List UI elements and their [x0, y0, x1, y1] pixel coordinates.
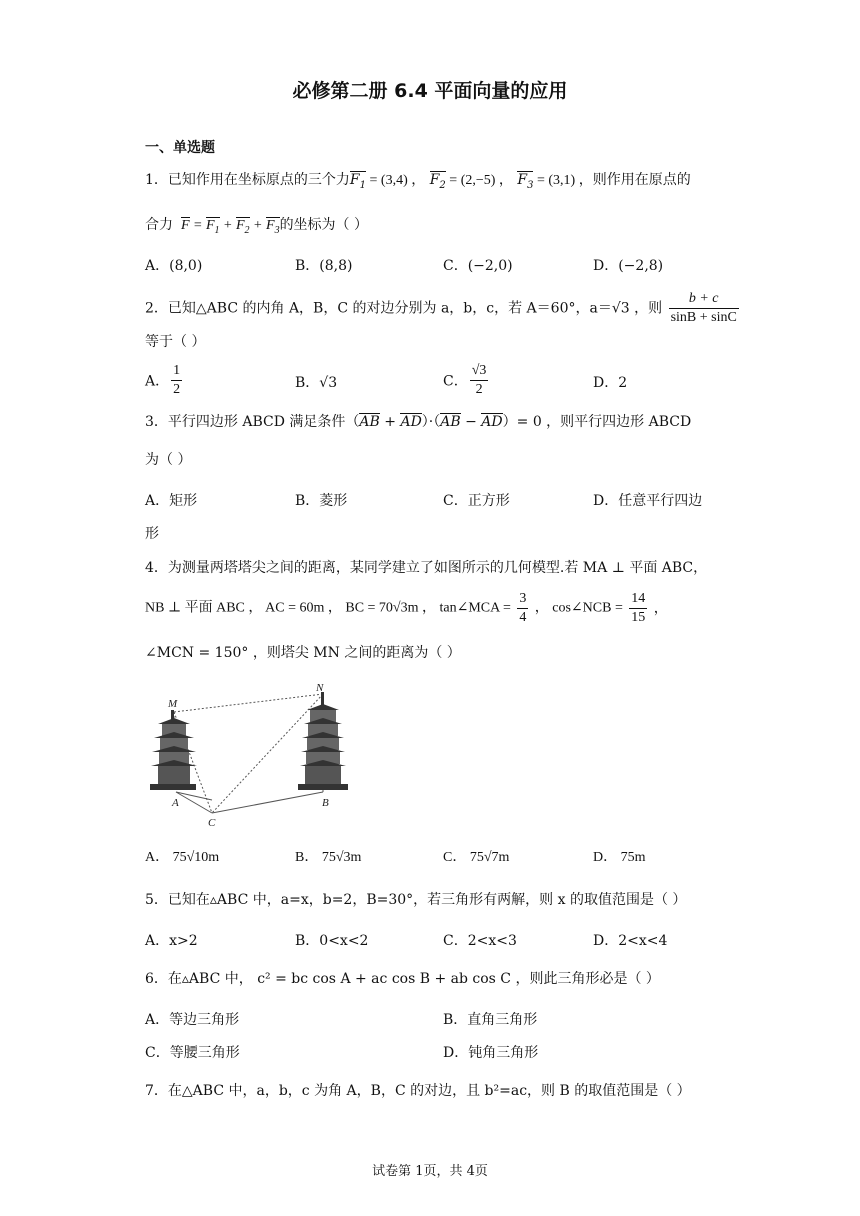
q4-option-c[interactable]: C． 75√7m — [443, 850, 510, 865]
q6-option-a[interactable]: A．等边三角形 — [145, 1012, 240, 1028]
q1-vec-f3: $F_3$ — [517, 172, 534, 191]
q1-vec-f2: $F_2$ — [429, 172, 446, 191]
pagoda-geometry-figure — [140, 680, 360, 830]
section-heading: 一、单选题 — [145, 140, 215, 156]
q3-option-d[interactable]: D．任意平行四边 — [593, 493, 703, 509]
q1-text-b: 合力 — [145, 217, 173, 233]
q3-text-d: 为（ ） — [145, 452, 192, 468]
question-6: 6．在▵ABC 中， c² = bc cos A + ac cos B + ab cos C ，则此三角形必是（ ） — [145, 971, 660, 987]
q1-text-c: 的坐标为（ ） — [279, 217, 369, 233]
label-m: M — [168, 698, 178, 710]
q1-f2-value: = (2,−5) ， — [445, 173, 513, 188]
q1-sum-formula: $F = F_1 + F_2 + F_3$ — [180, 218, 280, 236]
q2-fraction-numerator: b + c — [669, 290, 739, 309]
question-4-line-1: 4．为测量两塔塔尖之间的距离，某同学建立了如图所示的几何模型.若 MA ⊥ 平面 ABC， — [145, 560, 708, 576]
question-2-line-1 — [145, 290, 741, 327]
q3-option-c[interactable]: C．正方形 — [443, 493, 510, 509]
question-1-line-2 — [145, 215, 368, 238]
page-title: 必修第二册 6.4 平面向量的应用 — [292, 80, 568, 102]
label-c: C — [208, 817, 216, 829]
q5-option-c[interactable]: C．2<x<3 — [443, 933, 517, 949]
q1-option-a[interactable]: A．(8,0) — [145, 258, 203, 274]
q5-option-a[interactable]: A．x>2 — [145, 933, 198, 949]
q1-option-d[interactable]: D．(−2,8) — [593, 258, 664, 274]
q1-f3-value: = (3,1) ，则作用在原点的 — [533, 173, 691, 188]
q4-option-a[interactable]: A． 75√10m — [145, 850, 220, 865]
q5-option-b[interactable]: B．0<x<2 — [295, 933, 369, 949]
q2-text-b: 等于（ ） — [145, 334, 206, 350]
question-1-line-1 — [145, 170, 691, 193]
question-4-line-3: ∠MCN = 150° ，则塔尖 MN 之间的距离为（ ） — [145, 645, 461, 661]
q2-text-a: 2．已知△ABC 的内角 A，B，C 的对边分别为 a，b，c，若 A＝60°，a＝√3 ，则 — [145, 300, 663, 317]
q2-option-a[interactable]: A． $\frac{1}{2}$ — [145, 363, 181, 397]
q1-option-b[interactable]: B．(8,8) — [295, 258, 353, 274]
q6-option-b[interactable]: B．直角三角形 — [443, 1012, 538, 1028]
q5-option-d[interactable]: D．2<x<4 — [593, 933, 668, 949]
q1-option-c[interactable]: C．(−2,0) — [443, 258, 513, 274]
q6-option-c[interactable]: C．等腰三角形 — [145, 1045, 240, 1061]
label-n: N — [316, 682, 324, 694]
q1-text-a: 1．已知作用在坐标原点的三个力 — [145, 172, 350, 188]
q2-fraction — [669, 290, 739, 327]
question-7: 7．在△ABC 中，a，b，c 为角 A，B，C 的对边，且 b²=ac，则 B 的取值范围是（ ） — [145, 1083, 691, 1099]
q4-option-d[interactable]: D． 75m — [593, 850, 646, 865]
q2-option-b[interactable]: B．√3 — [295, 375, 338, 391]
label-b: B — [322, 797, 329, 809]
question-5: 5．已知在▵ABC 中，a=x，b=2，B=30°，若三角形有两解，则 x 的取值范围是（ ） — [145, 892, 687, 908]
q3-option-a[interactable]: A．矩形 — [145, 493, 198, 509]
q1-f1-value: = (3,4) ， — [366, 173, 426, 188]
question-4-line-2: NB ⊥ 平面 ABC ， AC = 60m ， BC = 70√3m ， tan∠MCA = $\frac{3}{4}$ ， cos∠NCB = $\frac{14}{15}$ ， — [145, 591, 668, 625]
q3-option-b[interactable]: B．菱形 — [295, 493, 348, 509]
label-a: A — [172, 797, 179, 809]
q4-option-b[interactable]: B． 75√3m — [295, 850, 362, 865]
q3-option-d-continued: 形 — [145, 526, 159, 542]
page-footer: 试卷第 1页，共 4页 — [372, 1164, 488, 1179]
q2-option-c[interactable]: C． $\frac{√3}{2}$ — [443, 363, 487, 397]
q1-vec-f1: $F_1$ — [349, 172, 367, 191]
right-pagoda-icon — [298, 692, 348, 790]
q2-option-d[interactable]: D．2 — [593, 375, 628, 391]
q6-option-d[interactable]: D．钝角三角形 — [443, 1045, 539, 1061]
question-3-line-1: 3．平行四边形 ABCD 满足条件（AB + AD）·（AB − AD）= 0 ，则平行四边形 ABCD — [145, 414, 692, 430]
left-pagoda-icon — [150, 710, 197, 790]
q2-fraction-denominator: sinB + sinC — [670, 310, 737, 325]
